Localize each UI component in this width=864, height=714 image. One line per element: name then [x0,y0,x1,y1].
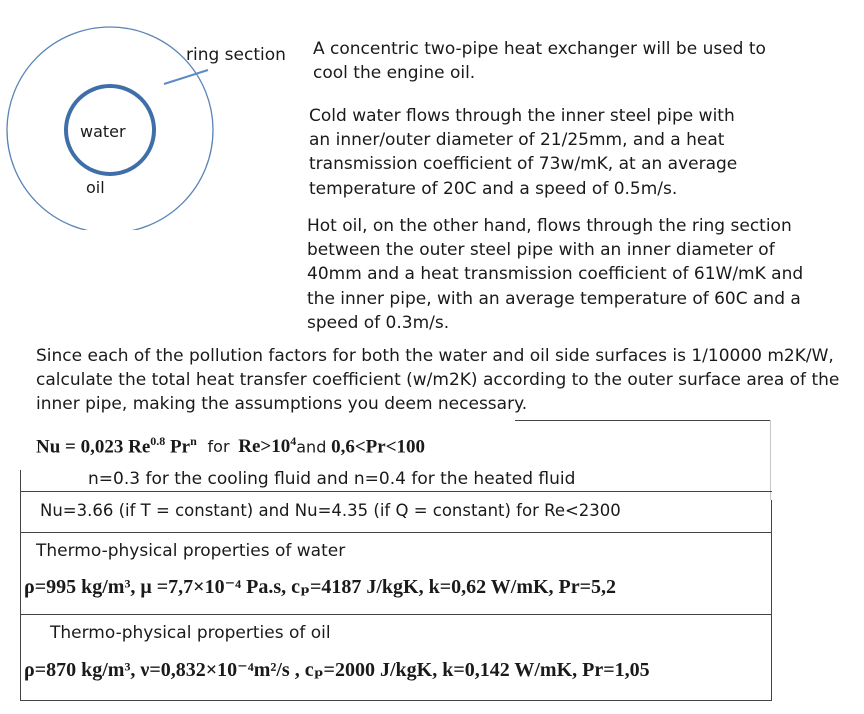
nu-exp-re: 0.8 [150,434,166,448]
oil-label: oil [86,178,105,197]
laminar-nusselt-note: Nu=3.66 (if T = constant) and Nu=4.35 (if Q = constant) for Re<2300 [40,501,621,520]
n-exponent-note: n=0.3 for the cooling fluid and n=0.4 for the heated fluid [88,469,576,489]
nu-formula-main: Nu = 0,023 Re [36,436,151,458]
nu-cond-re: Re>10 [238,436,291,458]
ring-section-label: ring section [186,45,286,65]
table-right-border-light [770,420,771,500]
table-top-border [515,420,770,421]
task-paragraph: Since each of the pollution factors for both the water and oil side surfaces is 1/10000 m2K/W, calculate the total heat transfer coefficient (w/m2K) according to the outer surface area of the inner pipe, making the assumptions you deem necessary. [36,346,840,414]
table-right-border [771,500,772,700]
nu-exp-pr: n [190,434,197,448]
oil-paragraph: Hot oil, on the other hand, flows through the ring section between the outer steel pipe with an inner diameter of 40mm and a heat transmission coefficient of 61W/mK and the inner pipe, with an average temperature of 60C and a speed of 0.3m/s. [307,216,804,333]
water-properties-heading: Thermo-physical properties of water [36,541,346,561]
nu-pr: Pr [165,436,191,458]
row-divider-3 [20,614,772,615]
table-left-border [20,470,21,700]
nusselt-correlation [36,434,425,458]
intro-paragraph: A concentric two-pipe heat exchanger will be used to cool the engine oil. [313,39,766,84]
nu-for-word: for [207,437,230,457]
water-properties-values: ρ=995 kg/m³, μ =7,7×10⁻⁴ Pa.s, cₚ=4187 J/kgK, k=0,62 W/mK, Pr=5,2 [24,576,617,598]
water-paragraph: Cold water flows through the inner steel pipe with an inner/outer diameter of 21/25mm, and a heat transmission coefficient of 73w/mK, at an average temperature of 20C and a speed of 0.5m/s. [309,106,738,199]
table-bottom-border [20,700,772,701]
nu-and-word: and [296,437,327,457]
oil-properties-heading: Thermo-physical properties of oil [50,623,331,643]
nu-cond-exp: 4 [290,434,297,448]
row-divider-2 [20,532,772,533]
nu-cond-pr: 0,6<Pr<100 [331,436,426,458]
pipe-cross-section-diagram [0,0,300,230]
row-divider-1 [20,491,772,492]
water-label: water [80,122,126,141]
oil-properties-values: ρ=870 kg/m³, ν=0,832×10⁻⁴m²/s , cₚ=2000 J/kgK, k=0,142 W/mK, Pr=1,05 [24,659,650,681]
